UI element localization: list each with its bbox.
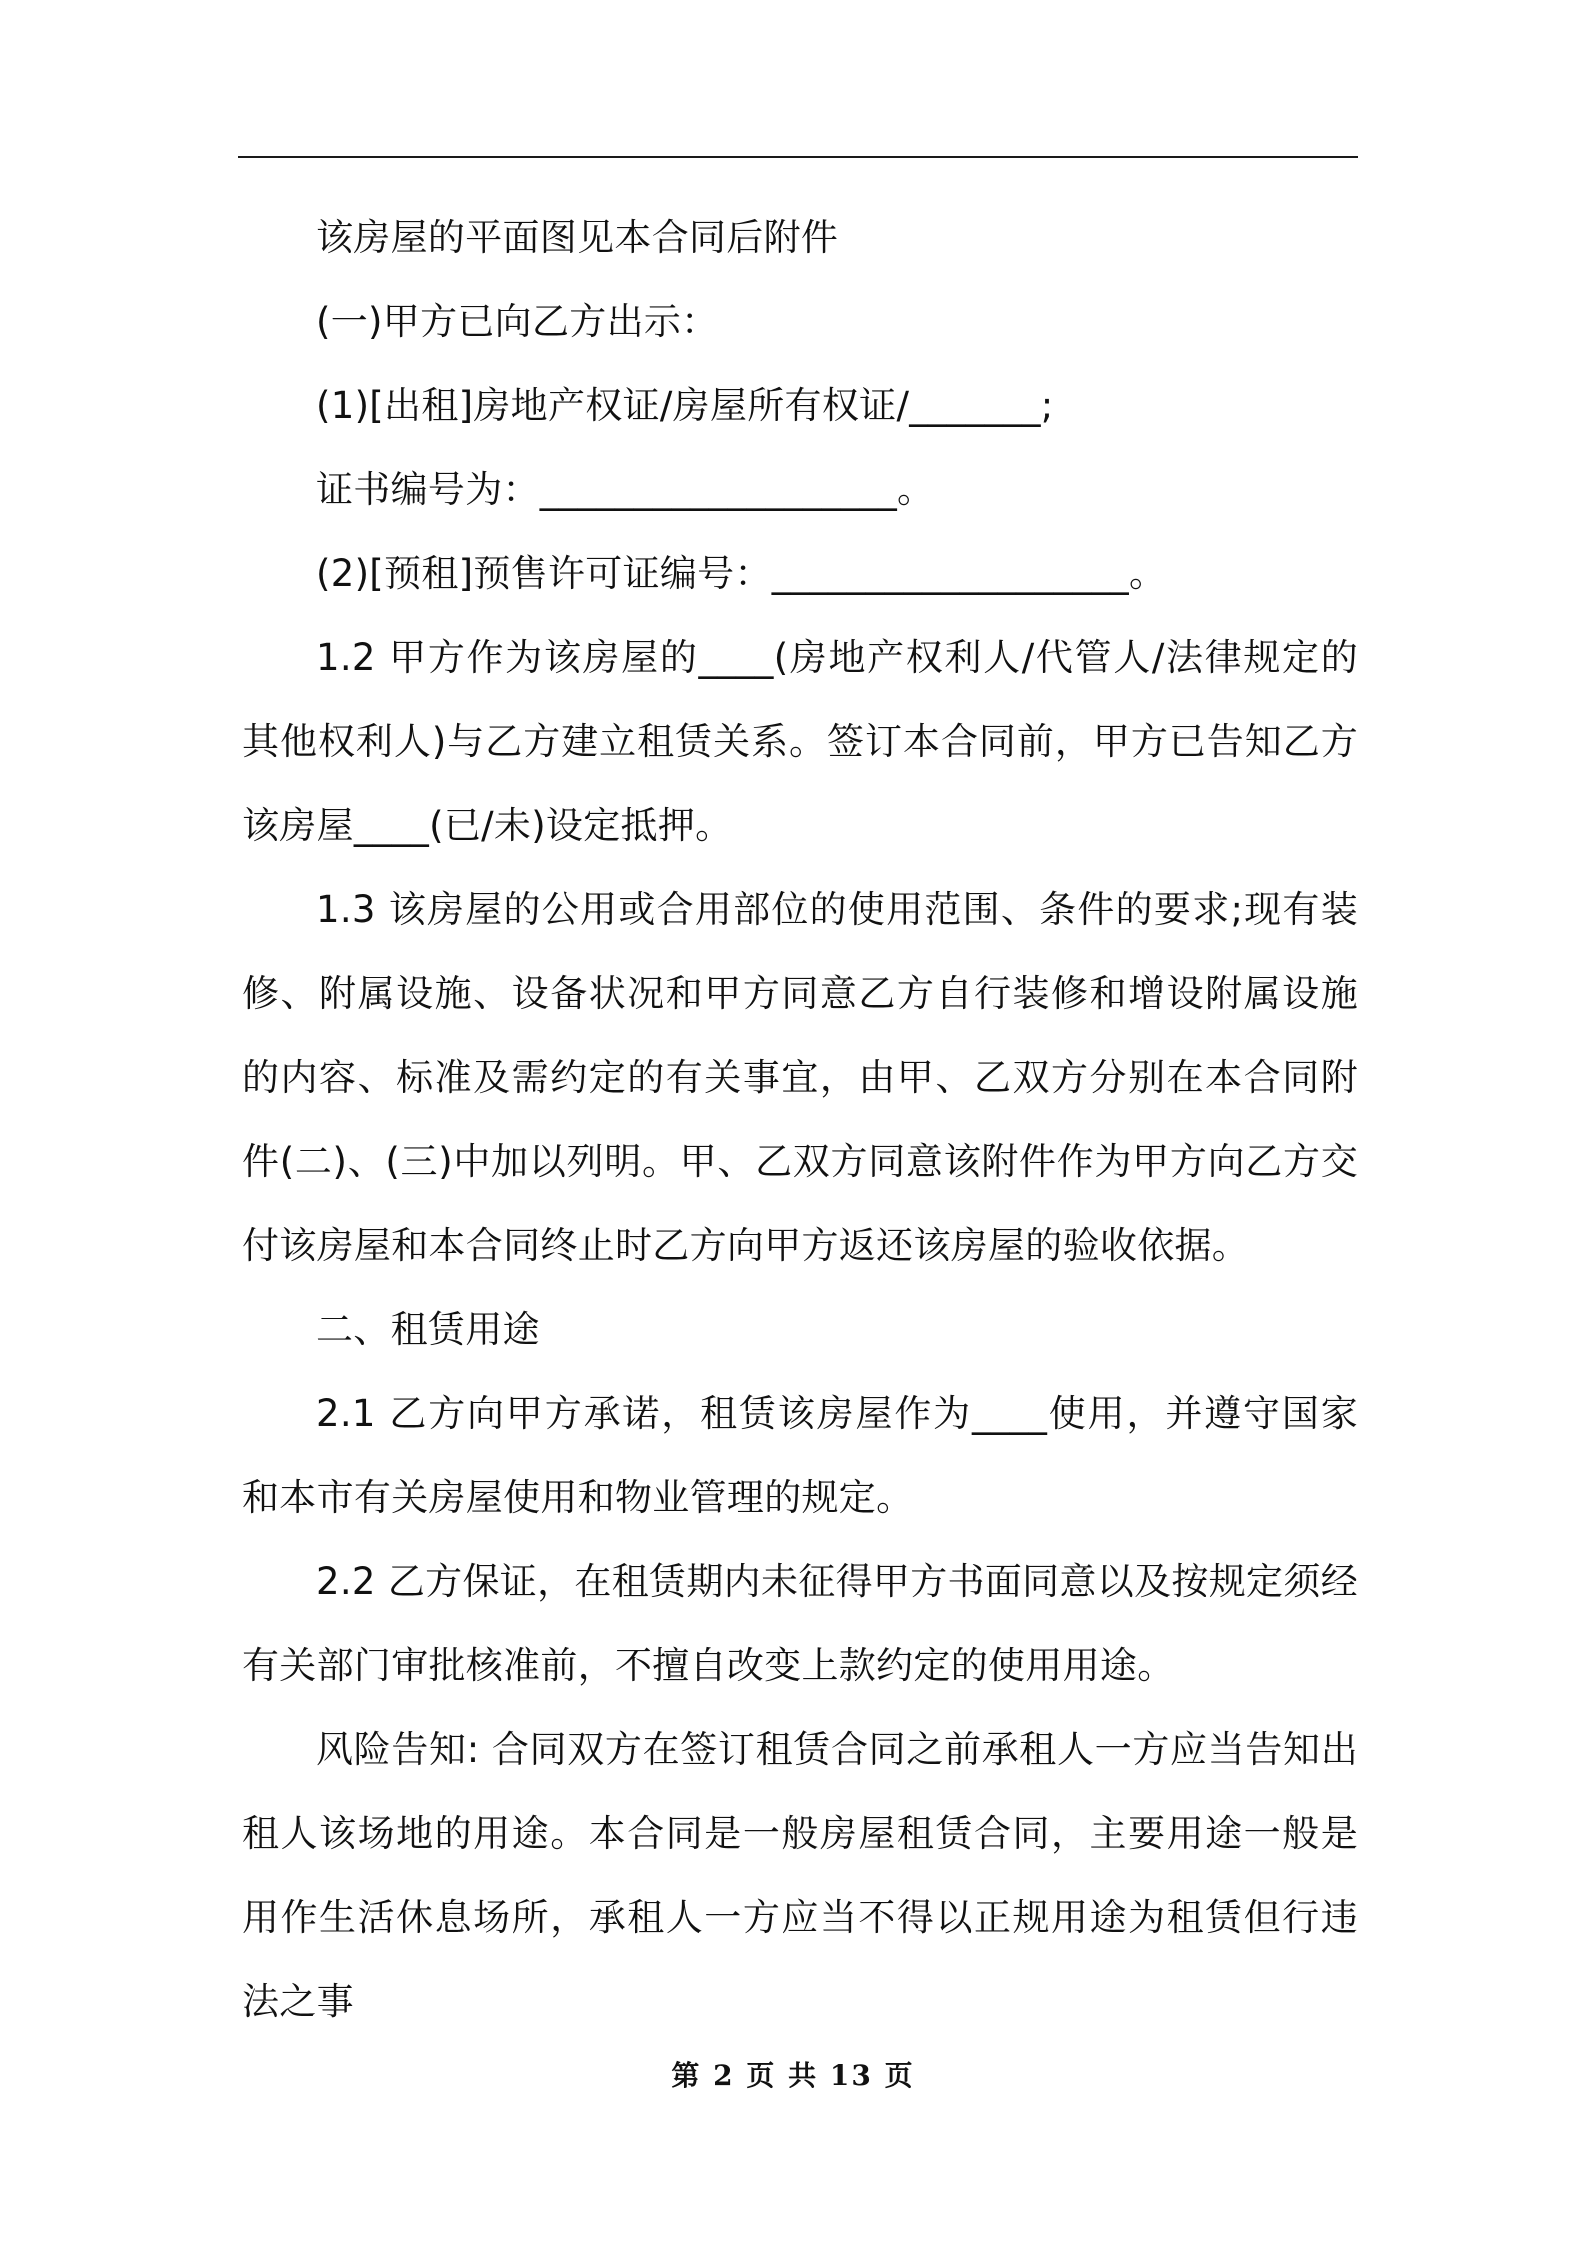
paragraph-clause-2-2: 2.2 乙方保证，在租赁期内未征得甲方书面同意以及按规定须经有关部门审批核准前，不擅自改变上款约定的使用用途。 [242,1560,1358,1687]
paragraph-property-certificate: (1)[出租]房地产权证/房屋所有权证/_______; [316,384,1054,427]
paragraph-certificate-number: 证书编号为：___________________。 [316,468,935,511]
paragraph-shown-documents: (一)甲方已向乙方出示： [316,300,719,343]
paragraph-clause-1-2: 1.2 甲方作为该房屋的____(房地产权利人/代管人/法律规定的其他权利人)与乙方建立租赁关系。签订本合同前，甲方已告知乙方该房屋____(已/未)设定抵押。 [242,636,1358,847]
document-body [242,196,1358,2044]
paragraph-floor-plan: 该房屋的平面图见本合同后附件 [316,216,839,259]
paragraph-risk-notice: 风险告知: 合同双方在签订租赁合同之前承租人一方应当告知出租人该场地的用途。本合同是一般房屋租赁合同，主要用途一般是用作生活休息场所，承租人一方应当不得以正规用途为租赁但行违法之事 [242,1728,1358,2023]
page-footer: 第 2 页 共 13 页 [671,2059,915,2092]
paragraph-clause-1-3: 1.3 该房屋的公用或合用部位的使用范围、条件的要求;现有装修、附属设施、设备状况和甲方同意乙方自行装修和增设附属设施的内容、标准及需约定的有关事宜，由甲、乙双方分别在本合同附件(二)、(三)中加以列明。甲、乙双方同意该附件作为甲方向乙方交付该房屋和本合同终止时乙方向甲方返还该房屋的验收依据。 [242,888,1358,1267]
paragraph-clause-2-1: 2.1 乙方向甲方承诺，租赁该房屋作为____使用，并遵守国家和本市有关房屋使用和物业管理的规定。 [242,1392,1358,1519]
paragraph-presale-permit: (2)[预租]预售许可证编号：___________________。 [316,552,1167,595]
header-rule [238,156,1358,158]
section-heading-lease-purpose: 二、租赁用途 [316,1308,540,1351]
